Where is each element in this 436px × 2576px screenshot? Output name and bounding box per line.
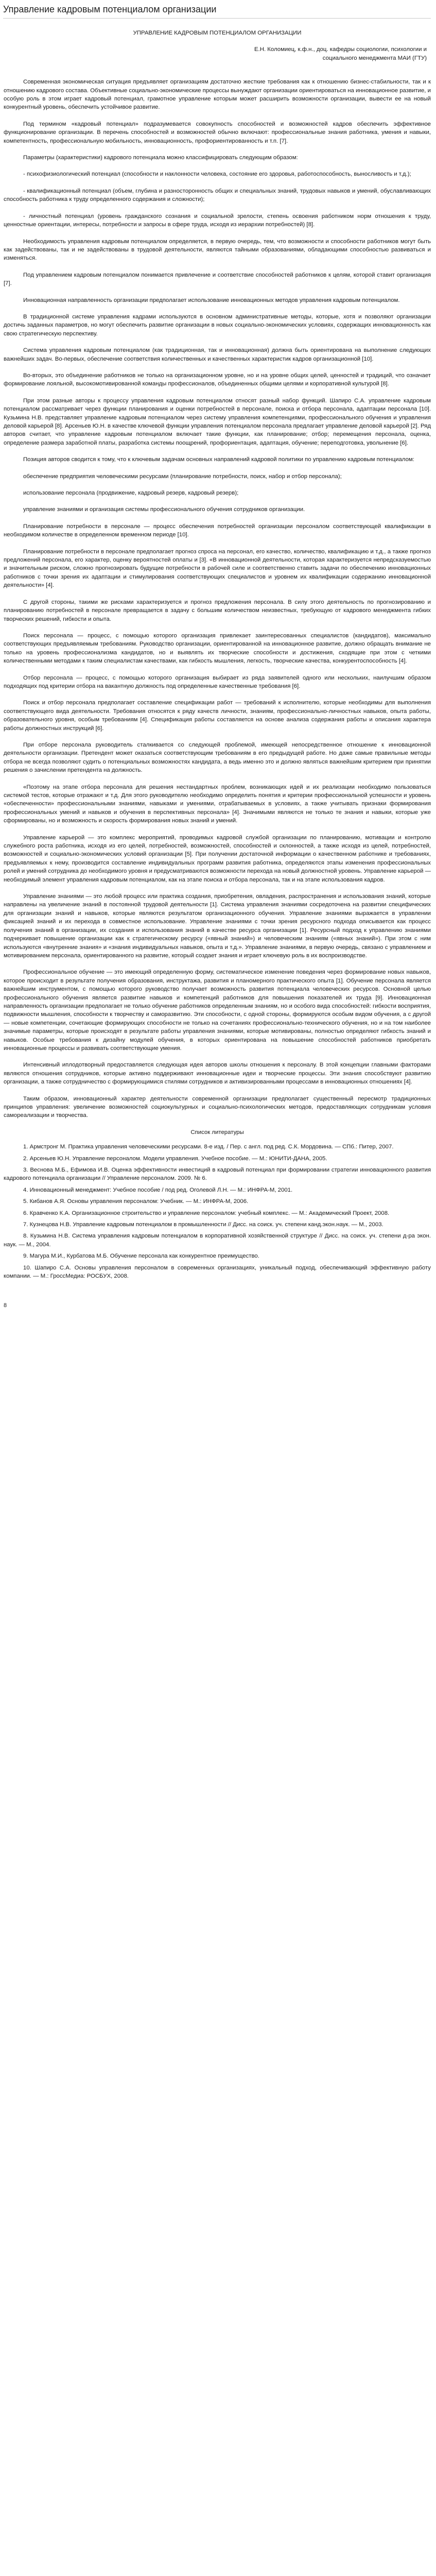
author-line-2: социального менеджмента МАИ (ГТУ) [322, 55, 427, 61]
reference-item: 1. Армстронг М. Практика управления человеческими ресурсами. 8-е изд. / Пер. с англ. под ред. С.К. Мордовина. — СПб.: Питер, 2007. [23, 1144, 394, 1150]
reference-item: 6. Кравченко К.А. Организационное строительство и управление персоналом: учебный комплекс. — М.: Академический Проект, 2008. [23, 1210, 390, 1216]
paragraph: Под термином «кадровый потенциал» подразумевается совокупность способностей и возможностей кадров обеспечить эффективное функционирование организации. В перечень способностей и возможностей обычно включают: профессиональные знания работника, умения и навыки, компетентность, профессиональную мобильность, инновационность, профориентированность и т.п. [7]. [4, 121, 431, 144]
page-header [0, 0, 436, 21]
paragraph: - квалификационный потенциал (объем, глубина и разносторонность общих и специальных знаний, трудовых навыков и умений, обуславливающих способность работника к труду определенного содержания и сложности); [4, 188, 431, 203]
paragraph: Интенсивный иплодотворный предоставляется следующая идея авторов школы отношения к персоналу. В этой концепции главными факторами являются отношения сотрудников, которые активно поддерживают инновационные идеи и творческие процессы. Эти знания способствуют развитию организации, а также сотрудничество с формирующимися стилями сотрудников и активизированными процессами в инновационных отношениях [4]. [4, 1062, 431, 1086]
paragraph: «Поэтому на этапе отбора персонала для решения нестандартных проблем, возникающих идей и их реализации необходимо пользоваться системой тестов, которые отражают и т.д. Для этого руководителю необходимо определить понятия и критерии профессиональной успешности и уровень «обеспеченности» профессиональными знаниями, навыками и умениями, отрабатываемых в условиях, а также учитывать признаки формирования профессиональных умений и навыков и обучения в перспективных персонала» [4]. Значимыми являются не только те знания и навыки, которые уже сформированы, но и возможность и скорость формирования новых знаний и умений. [4, 784, 431, 824]
paragraph: Управление знаниями — это любой процесс или практика создания, приобретения, овладения, распространения и использования знаний, которые направлены на увеличение знаний в постоянной трудовой деятельности [1]. Система управления знаниями сосредоточена на развитии специфических для организации знаний и навыков, которые являются результатом организационного обучения. Управление знаниями выражается в управлении фиксацией знаний и их перехода в совместное использование. Управление знаниями с точки зрения ресурсного подхода описывается как процесс получения знаний в организации, их создания и использования знаний в качестве ресурса организации [1]. Ресурсный подход к управлению знаниями подчеркивает повышение организации как к стратегическому ресурсу («явный знаний») и человеческим знаниям («явных знаний»). При этом с ним используются «внутренние знания» и «знания индивидуальных навыков, опыта и т.д.». Управление знаниями, в первую очередь, связано с управлением и мотивированием персонала, ориентированного на развитие, который создает знания и играет ключевую роль в их воспроизводстве. [4, 893, 431, 959]
paragraph: Современная экономическая ситуация предъявляет организациям достаточно жесткие требования как к отношению бизнес-стабильности, так и к отношению кадрового состава. Объективные социально-экономические процессы вынуждают организации ориентироваться на инновационное развитие, и особую роль в этом играет кадровый потенциал, грамотное управление которым может расширить возможности организации, вывести ее на новый конкурентный уровень, обеспечить устойчивое развитие. [4, 79, 431, 111]
paragraph: Параметры (характеристики) кадрового потенциала можно классифицировать следующим образом: [23, 155, 298, 161]
paragraph: В традиционной системе управления кадрами используются в основном административные методы, которые, хотя и позволяют организации достичь заданных параметров, но могут обеспечить развитие организации в новых социально-экономических условиях, содержащих инновационность как свою стратегическую перспективу. [4, 313, 431, 337]
paragraph: С другой стороны, такими же рисками характеризуется и прогноз предложения персонала. В силу этого деятельность по прогнозированию и планированию потребностей в персонале превращается в задачу с большим количеством неизвестных, требующую от кадрового менеджмента гибких творческих решений, гибкости и опыта. [4, 599, 431, 622]
paragraph: Планирование потребности в персонале предполагает прогноз спроса на персонал, его качество, количество, квалификацию и т.д., а также прогноз предложений персонала, его характер, оценку вероятностей оплаты и [3]. «В инновационной деятельности, которая характеризуется непредсказуемостью и значительным риском, сложно прогнозировать будущие потребности в рабочей силе и соответственно ставить задачи по обеспечению инновационных работников с точки зрения их адаптации и стимулирования соответствующих специалистов и уровнем их квалификации содержанию инновационной деятельности» [4]. [4, 548, 431, 589]
title-divider [3, 18, 431, 19]
reference-item: 5. Кибанов А.Я. Основы управления персоналом: Учебник. — М.: ИНФРА-М, 2006. [23, 1198, 249, 1205]
paragraph: Необходимость управления кадровым потенциалом определяется, в первую очередь, тем, что возможности и способности работников могут быть как задействованы, так и не задействованы в трудовой деятельности, являются тайными образованиями, обладающими способностью развиваться и изменяться. [4, 238, 431, 262]
reference-item: 8. Кузьмина Н.В. Система управления кадровым потенциалом в корпоративной хозяйственной структуре // Дисс. на соиск. уч. степени д-ра экон. наук. — М., 2004. [4, 1233, 431, 1248]
references-list [4, 1143, 431, 1280]
paragraph: При отборе персонала руководитель сталкивается со следующей проблемой, имеющей непосредственное отношение к инновационной деятельности организации. Претендент может оказаться соответствующим требованиям в его предыдущей работе. Но даже самые правильные методы отбора не всегда позволяют судить о потенциальных возможностях кандидата, а ведь именно это и должно являться важнейшим критерием при принятии решения о зачислении претендента на должность. [4, 741, 431, 774]
reference-item: 9. Магура М.И., Курбатова М.Б. Обучение персонала как конкурентное преимущество. [23, 1253, 259, 1260]
paragraph: Во-вторых, это объединение работников не только на организационном уровне, но и на уровне общих целей, ценностей и традиций, что означает формирование лояльной, высокомотивированной команды профессионалов, объединенных общими целями и корпоративной культурой [8]. [4, 372, 431, 387]
reference-item: 4. Инновационный менеджмент: Учебное пособие / под ред. Оголевой Л.Н. — М.: ИНФРА-М, 2001. [23, 1187, 293, 1193]
paragraph: Система управления кадровым потенциалом (как традиционная, так и инновационная) должна быть ориентирована на выполнение следующих важнейших задач. Во-первых, обеспечение соответствия количественных и качественных характеристик кадров организационной [10]. [4, 347, 431, 362]
reference-item: 2. Арсеньев Ю.Н. Управление персоналом. Модели управления. Учебное пособие. — М.: ЮНИТИ-ДАНА, 2005. [23, 1155, 327, 1162]
reference-item: 3. Веснова М.Б., Ефимова И.В. Оценка эффективности инвестиций в кадровый потенциал при формировании стратегии инновационного развития кадрового потенциала организации // Управление персоналом. 2009. № 6. [4, 1167, 431, 1182]
paragraph: - психофизиологический потенциал (способности и наклонности человека, состояние его здоровья, работоспособность, выносливость и т.д.); [23, 171, 411, 178]
paragraph: обеспечение предприятия человеческими ресурсами (планирование потребности, поиск, набор и отбор персонала); [23, 473, 342, 480]
paragraph: Профессиональное обучение — это имеющий определенную форму, систематическое изменение поведения через формирование новых навыков, которое происходит в результате получения образования, инструктажа, развития и планомерного практического опыта [1]. Обучение персонала является важнейшим инструментом, с помощью которого руководство получает возможность развития потенциала человеческих ресурсов. Основной целью профессионального обучения является развитие навыков и компетенций работников для повышения показателей их труда [9]. Инновационная направленность организации предполагает не только обучение работников определенным знаниям, но и особого вида способностей: гибкости восприятия, подвижности мышления, способности к творчеству и саморазвитию. Эти способности, с одной стороны, формируются особым видом обучения, а с другой — новые компетенции, сочетающие формирующих способности не только на сочетаниях профессионально-технического обучения, но и на том наиболее значимые параметры, которые происходят в результате работы управления знаниями, которые мотивированы, полностью определяют гибкость знаний и навыков. Особые требования к дизайну модулей обучения, в которых ориентирована на повышение способностей работников приобретать инновационные процессы и развивать соответствующие умения. [4, 969, 431, 1052]
paragraph: Отбор персонала — процесс, с помощью которого организация выбирает из ряда заявителей одного или нескольких, наилучшим образом подходящих под критерии отбора на вакантную должность под определенные качественные требования [6]. [4, 674, 431, 689]
paragraph: Управление карьерой — это комплекс мероприятий, проводимых кадровой службой организации по планированию, мотивации и контролю служебного роста работника, исходя из его целей, потребностей, возможностей, способностей и склонностей, а также исходя из целей, потребностей, возможностей и социально-экономических условий организации [5]. При получении достаточной информации о качественном работнике и требованиях, предъявляемых к нему, производится составление индивидуальных программ развития работника, определяются этапы изменения профессиональных ролей и умений сотрудника до необходимого уровня и предусматриваются возможности перехода на новый должностной уровень. Управление карьерой — необходимый элемент управления кадровым потенциалом, как на этапе поиска и отбора персонала, так и на этапе использования кадров. [4, 834, 431, 883]
paragraph: - личностный потенциал (уровень гражданского сознания и социальной зрелости, степень освоения работником норм отношения к труду, ценностные ориентации, интересы, потребности и запросы в сфере труда, исходя из иерархии потребностей) [8]. [4, 213, 431, 228]
article-heading: УПРАВЛЕНИЕ КАДРОВЫМ ПОТЕНЦИАЛОМ ОРГАНИЗАЦИИ [133, 30, 302, 36]
author-byline [4, 45, 427, 62]
paragraph: Поиск персонала — процесс, с помощью которого организация привлекает заинтересованных специалистов (кандидатов), максимально соответствующих предъявляемым требованиям. Руководство организации, ориентированной на инновационное развитие, должно обращать внимание не только на уровень профессионализма кандидатов, но и выявлять их творческие способности и достижения, сходящие при этом с четкими количественными методами к таким специалистам качествами, как гибкость мышления, легкость, творческие качества, конкурентоспособность [4]. [4, 632, 431, 665]
author-line-1: Е.Н. Коломиец, к.ф.н., доц. кафедры социологии, психологии и [254, 46, 427, 53]
paragraph: Позиция авторов сводится к тому, что к ключевым задачам основных направлений кадровой политики по управлению кадровым потенциалом: [23, 456, 414, 463]
paragraph: Поиск и отбор персонала предполагает составление спецификации работ — требований к исполнителю, которые необходимы для выполнения соответствующего вида деятельности. Требования относятся к ряду качеств личности, знаниям, профессионально-личностных навыков, опыта работы, образовательного уровня, особым требованиям [4]. Спецификация работы составляется на основе анализа содержания работы и описания характера работы должностных инструкций [6]. [4, 700, 431, 732]
references-title: Список литературы [190, 1129, 244, 1136]
paragraph-list [4, 78, 431, 1120]
paragraph: Таким образом, инновационный характер деятельности современной организации предполагает существенный пересмотр традиционных принципов управления: увеличение возможностей социокультурных и социально-психологических методов, предоставляющих сотрудникам условия самореализации и творчества. [4, 1095, 431, 1119]
reference-item: 7. Кузнецова Н.В. Управление кадровым потенциалом в промышленности // Дисс. на соиск. уч. степени канд.экон.наук. — М., 2003. [23, 1222, 383, 1228]
paragraph: Планирование потребности в персонале — процесс обеспечения потребностей организации персоналом соответствующей квалификации в необходимом количестве в определенном временном периоде [10]. [4, 523, 431, 538]
paragraph: При этом разные авторы к процессу управления кадровым потенциалом относят разный набор функций. Шапиро С.А. управление кадровым потенциалом рассматривает через функции планирования и оценки потребностей в персонале, поиска и отбора персонала, адаптации персонала [10]. Кузьмина Н.В. представляет управление кадровым потенциалом через систему управления компетенциями, профессионального обучения и управления деловой карьерой [8]. Арсеньев Ю.Н. в качестве ключевой функции управления потенциалом персонала предлагает управление деловой карьерой [2]. Ряд авторов считает, что управление кадровым потенциалом включает такие функции, как планирование; отбор; перемещения персонала, оценка, определение размера заработной платы, разработка системы поощрений, профориентация, адаптация, обучение; переподготовка, увольнение [6]. [4, 397, 431, 446]
paragraph: управление знаниями и организация системы профессионального обучения сотрудников организации. [23, 506, 305, 513]
paragraph: Под управлением кадровым потенциалом понимается привлечение и соответствие способностей работников к целям, которой ставит организация [7]. [4, 272, 431, 287]
page-title: Управление кадровым потенциалом организации [3, 4, 217, 14]
paragraph: использование персонала (продвижение, кадровый резерв, кадровый резерв); [23, 490, 239, 497]
reference-item: 10. Шапиро С.А. Основы управления персоналом в современных организациях, уникальный подход, обеспечивающий эффективную работу компании. — М.: ГроссМедиа: РОСБУХ, 2008. [4, 1264, 431, 1280]
paragraph: Инновационная направленность организации предполагает использование инновационных методов управления кадровым потенциалом. [23, 297, 400, 303]
article-body [0, 21, 436, 1315]
page-number: 8 [4, 1302, 7, 1309]
